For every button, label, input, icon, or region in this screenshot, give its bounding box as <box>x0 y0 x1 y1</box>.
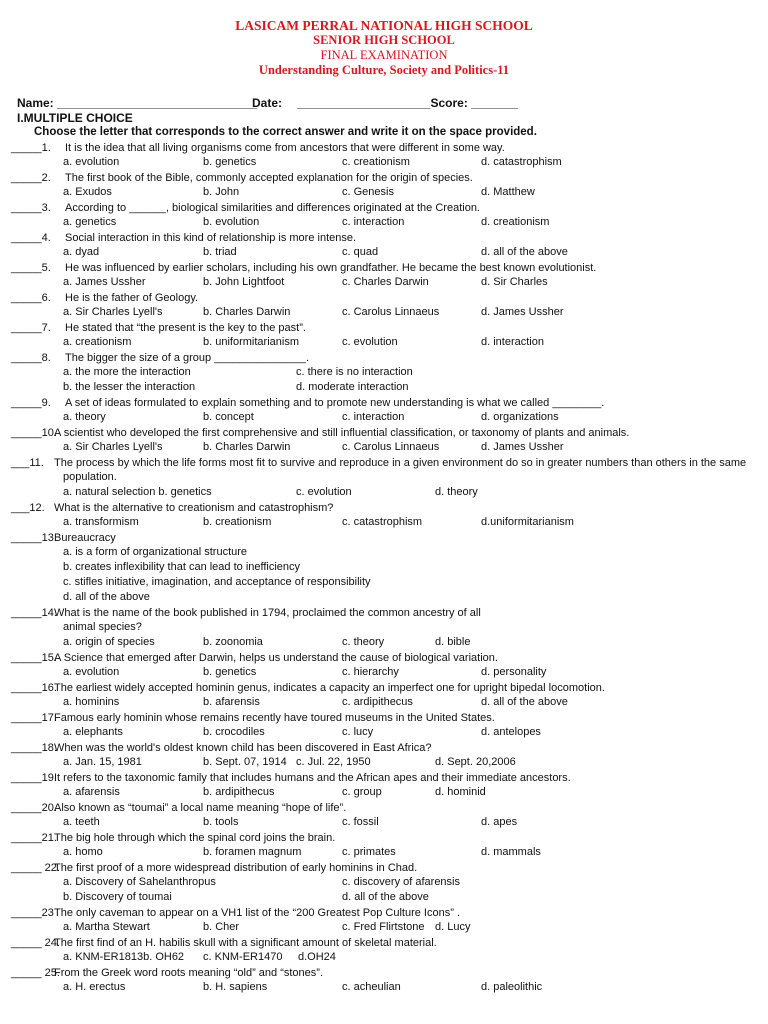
question-18 <box>11 741 738 756</box>
question-stem-continued: population. <box>63 471 117 483</box>
answer-option: c. fossil <box>342 816 379 828</box>
school-level: SENIOR HIGH SCHOOL <box>313 33 455 47</box>
question-25 <box>11 966 738 981</box>
answer-option: b. Charles Darwin <box>203 441 291 453</box>
answer-option: a. evolution <box>63 156 120 168</box>
question-stem: A scientist who developed the first comprehensive and still influential classification, or taxonomy of plants and animals. <box>54 427 630 439</box>
date-score-field[interactable]: ____________________Score: _______ <box>297 96 518 110</box>
answer-option: a. homo <box>63 846 103 858</box>
answer-option: c. creationism <box>342 156 410 168</box>
answer-option: d. catastrophism <box>481 156 562 168</box>
answer-option: c. hierarchy <box>342 666 399 678</box>
question-stem: The first book of the Bible, commonly accepted explanation for the origin of species. <box>65 172 473 184</box>
question-11 <box>11 456 747 471</box>
question-3 <box>11 201 738 216</box>
date-label: Date: <box>252 96 283 110</box>
answer-option: a. afarensis <box>63 786 120 798</box>
answer-option: c. Genesis <box>342 186 394 198</box>
answer-option: a. dyad <box>63 246 100 258</box>
answer-blank[interactable]: _____9. <box>11 397 51 409</box>
question-14 <box>11 606 738 621</box>
question-stem: When was the world's oldest known child has been discovered in East Africa? <box>54 742 432 754</box>
answer-option: b. triad <box>203 246 237 258</box>
question-stem: He is the father of Geology. <box>65 292 199 304</box>
answer-blank[interactable]: _____ 22. <box>11 862 60 874</box>
question-9 <box>11 396 738 411</box>
answer-blank[interactable]: _____15. <box>11 652 57 664</box>
question-stem: He stated that “the present is the key to the past”. <box>65 322 306 334</box>
name-field[interactable]: Name: ______________________________ <box>17 96 258 110</box>
answer-option: c. Carolus Linnaeus <box>342 306 440 318</box>
question-stem: The bigger the size of a group _______________. <box>65 352 310 364</box>
answer-blank[interactable]: _____21. <box>11 832 57 844</box>
answer-option: b. Cher <box>203 921 240 933</box>
answer-option: c. catastrophism <box>342 516 423 528</box>
question-stem: The process by which the life forms most fit to survive and reproduce in a given environment do so in greater numbers than others in the same <box>54 457 747 469</box>
answer-option: b. the lesser the interaction <box>63 381 196 393</box>
answer-blank[interactable]: _____20. <box>11 802 57 814</box>
answer-option: c. primates <box>342 846 396 858</box>
answer-blank[interactable]: _____ 25. <box>11 967 60 979</box>
answer-option: c. acheulian <box>342 981 401 993</box>
answer-option: b. tools <box>203 816 239 828</box>
answer-blank[interactable]: _____17. <box>11 712 57 724</box>
answer-option: a. theory <box>63 411 106 423</box>
question-stem: He was influenced by earlier scholars, including his own grandfather. He became the best known evolutionist. <box>65 262 597 274</box>
answer-option: c. KNM-ER1470 <box>203 951 283 963</box>
question-4 <box>11 231 738 246</box>
answer-option: d. personality <box>481 666 547 678</box>
answer-option: a. KNM-ER1813b. OH62 <box>63 951 185 963</box>
answer-option: c. group <box>342 786 382 798</box>
subject-title: Understanding Culture, Society and Politics-11 <box>258 63 510 77</box>
answer-option: c. discovery of afarensis <box>342 876 460 888</box>
answer-blank[interactable]: _____18. <box>11 742 57 754</box>
answer-option: d. apes <box>481 816 518 828</box>
question-stem: It is the idea that all living organisms come from ancestors that were different in some way. <box>65 142 505 154</box>
answer-option: d. James Ussher <box>481 441 564 453</box>
answer-option: d. all of the above <box>342 891 429 903</box>
answer-option: a. teeth <box>63 816 100 828</box>
school-name: LASICAM PERRAL NATIONAL HIGH SCHOOL <box>235 18 533 33</box>
question-stem: The first find of an H. habilis skull with a significant amount of skeletal material. <box>54 937 437 949</box>
question-23 <box>11 906 738 921</box>
question-1 <box>11 141 738 156</box>
answer-option: d. interaction <box>481 336 544 348</box>
question-8 <box>11 351 738 366</box>
exam-header <box>0 0 768 78</box>
answer-option: b. Charles Darwin <box>203 306 291 318</box>
answer-option: d. James Ussher <box>481 306 564 318</box>
question-stem: It refers to the taxonomic family that includes humans and the African apes and their immediate ancestors. <box>54 772 571 784</box>
question-16 <box>11 681 738 696</box>
answer-option: b. ardipithecus <box>203 786 275 798</box>
answer-option: c. Jul. 22, 1950 <box>296 756 371 768</box>
answer-option: a. Discovery of Sahelanthropus <box>63 876 216 888</box>
answer-option: b. H. sapiens <box>203 981 268 993</box>
question-stem: What is the alternative to creationism and catastrophism? <box>54 502 334 514</box>
section-title: I.MULTIPLE CHOICE <box>17 111 133 125</box>
answer-option: a. Sir Charles Lyell's <box>63 306 163 318</box>
answer-option: b. concept <box>203 411 254 423</box>
answer-option: d. bible <box>435 636 471 648</box>
answer-option: b. evolution <box>203 216 260 228</box>
answer-option: c. interaction <box>342 216 405 228</box>
answer-option: b. Discovery of toumai <box>63 891 172 903</box>
question-stem: Famous early hominin whose remains recently have toured museums in the United States. <box>54 712 495 724</box>
answer-option: d. theory <box>435 486 478 498</box>
answer-option: c. evolution <box>296 486 352 498</box>
answer-option: d.OH24 <box>298 951 336 963</box>
answer-option: a. evolution <box>63 666 120 678</box>
answer-option: d. mammals <box>481 846 541 858</box>
question-20 <box>11 801 738 816</box>
answer-option: a. is a form of organizational structure <box>63 546 248 558</box>
answer-option: a. origin of species <box>63 636 155 648</box>
answer-option: b. genetics <box>203 666 257 678</box>
answer-option: c. there is no interaction <box>296 366 413 378</box>
answer-option: b. uniformitarianism <box>203 336 299 348</box>
answer-option: b. afarensis <box>203 696 260 708</box>
answer-option: d. paleolithic <box>481 981 543 993</box>
answer-option: b. genetics <box>203 156 257 168</box>
answer-option: d. hominid <box>435 786 486 798</box>
answer-option: a. natural selection b. genetics <box>63 486 212 498</box>
answer-blank[interactable]: _____1. <box>11 142 51 154</box>
answer-option: b. John <box>203 186 240 198</box>
answer-option: a. hominins <box>63 696 120 708</box>
question-15 <box>11 651 738 666</box>
question-22 <box>11 861 738 876</box>
question-7 <box>11 321 738 336</box>
answer-option: c. ardipithecus <box>342 696 413 708</box>
answer-option: b. creates inflexibility that can lead to inefficiency <box>63 561 301 573</box>
answer-option: c. quad <box>342 246 379 258</box>
answer-blank[interactable]: _____13. <box>11 532 57 544</box>
question-stem: The earliest widely accepted hominin genus, indicates a capacity an imperfect one for upright bipedal locomotion. <box>54 682 605 694</box>
answer-blank[interactable]: ___12. <box>11 502 45 514</box>
answer-blank[interactable]: _____5. <box>11 262 51 274</box>
answer-option: d. all of the above <box>481 696 568 708</box>
answer-blank[interactable]: _____ 24. <box>11 937 60 949</box>
answer-option: d. Lucy <box>435 921 471 933</box>
answer-option: a. Jan. 15, 1981 <box>63 756 142 768</box>
answer-option: d. all of the above <box>481 246 568 258</box>
answer-option: a. creationism <box>63 336 132 348</box>
question-stem: What is the name of the book published in 1794, proclaimed the common ancestry of all <box>54 607 481 619</box>
answer-option: d. all of the above <box>63 591 150 603</box>
answer-option: b. Sept. 07, 1914 <box>203 756 287 768</box>
question-24 <box>11 936 738 951</box>
answer-blank[interactable]: _____2. <box>11 172 51 184</box>
question-stem: The big hole through which the spinal cord joins the brain. <box>54 832 336 844</box>
question-stem: The only caveman to appear on a VH1 list of the “200 Greatest Pop Culture Icons” . <box>54 907 460 919</box>
question-19 <box>11 771 738 786</box>
answer-option: d. creationism <box>481 216 550 228</box>
answer-blank[interactable]: _____4. <box>11 232 51 244</box>
question-stem-continued: animal species? <box>63 621 142 633</box>
answer-blank[interactable]: _____14. <box>11 607 57 619</box>
answer-blank[interactable]: _____23 <box>11 907 54 919</box>
question-stem: The first proof of a more widespread distribution of early hominins in Chad. <box>54 862 418 874</box>
exam-title: FINAL EXAMINATION <box>320 48 448 62</box>
answer-option: d. moderate interaction <box>296 381 409 393</box>
answer-option: d. Matthew <box>481 186 535 198</box>
answer-option: a. transformism <box>63 516 139 528</box>
question-2 <box>11 171 738 186</box>
answer-option: c. Charles Darwin <box>342 276 429 288</box>
question-6 <box>11 291 738 306</box>
answer-blank[interactable]: _____6. <box>11 292 51 304</box>
answer-option: c. lucy <box>342 726 374 738</box>
question-stem: From the Greek word roots meaning “old” and “stones”. <box>54 967 324 979</box>
question-stem: A set of ideas formulated to explain something and to promote new understanding is what we called ________. <box>65 397 605 409</box>
question-5 <box>11 261 738 276</box>
question-13 <box>11 531 738 546</box>
answer-option: d. Sir Charles <box>481 276 548 288</box>
answer-blank[interactable]: _____10. <box>11 427 57 439</box>
answer-option: c. interaction <box>342 411 405 423</box>
answer-option: d. antelopes <box>481 726 541 738</box>
answer-option: d.uniformitarianism <box>481 516 574 528</box>
answer-option: c. Carolus Linnaeus <box>342 441 440 453</box>
question-stem: A Science that emerged after Darwin, helps us understand the cause of biological variation. <box>54 652 498 664</box>
question-12 <box>11 501 738 516</box>
answer-option: a. Sir Charles Lyell's <box>63 441 163 453</box>
question-stem: Social interaction in this kind of relationship is more intense. <box>65 232 357 244</box>
question-10 <box>11 426 738 441</box>
answer-blank[interactable]: _____7. <box>11 322 51 334</box>
question-21 <box>11 831 738 846</box>
answer-blank[interactable]: _____8. <box>11 352 51 364</box>
answer-option: c. evolution <box>342 336 398 348</box>
answer-option: a. James Ussher <box>63 276 146 288</box>
answer-option: a. genetics <box>63 216 117 228</box>
instructions: Choose the letter that corresponds to the correct answer and write it on the space provided. <box>34 126 537 138</box>
answer-blank[interactable]: _____19. <box>11 772 57 784</box>
answer-blank[interactable]: ___11. <box>11 457 44 469</box>
question-stem: Also known as “toumai” a local name meaning “hope of life”. <box>54 802 347 814</box>
answer-option: c. theory <box>342 636 385 648</box>
answer-option: b. zoonomia <box>203 636 263 648</box>
question-17 <box>11 711 738 726</box>
answer-blank[interactable]: _____16. <box>11 682 57 694</box>
answer-option: c. Fred Flirtstone <box>342 921 425 933</box>
answer-option: b. John Lightfoot <box>203 276 285 288</box>
answer-option: c. stifles initiative, imagination, and acceptance of responsibility <box>63 576 371 588</box>
answer-option: a. H. erectus <box>63 981 126 993</box>
answer-option: a. the more the interaction <box>63 366 191 378</box>
answer-option: b. foramen magnum <box>203 846 302 858</box>
answer-option: b. crocodiles <box>203 726 265 738</box>
answer-option: a. Exudos <box>63 186 112 198</box>
answer-option: d. organizations <box>481 411 559 423</box>
answer-option: d. Sept. 20,2006 <box>435 756 516 768</box>
answer-option: a. Martha Stewart <box>63 921 150 933</box>
answer-option: b. creationism <box>203 516 272 528</box>
question-stem: According to ______, biological similarities and differences originated at the Creation. <box>65 202 480 214</box>
answer-blank[interactable]: _____3. <box>11 202 51 214</box>
question-stem: Bureaucracy <box>54 532 116 544</box>
answer-option: a. elephants <box>63 726 123 738</box>
